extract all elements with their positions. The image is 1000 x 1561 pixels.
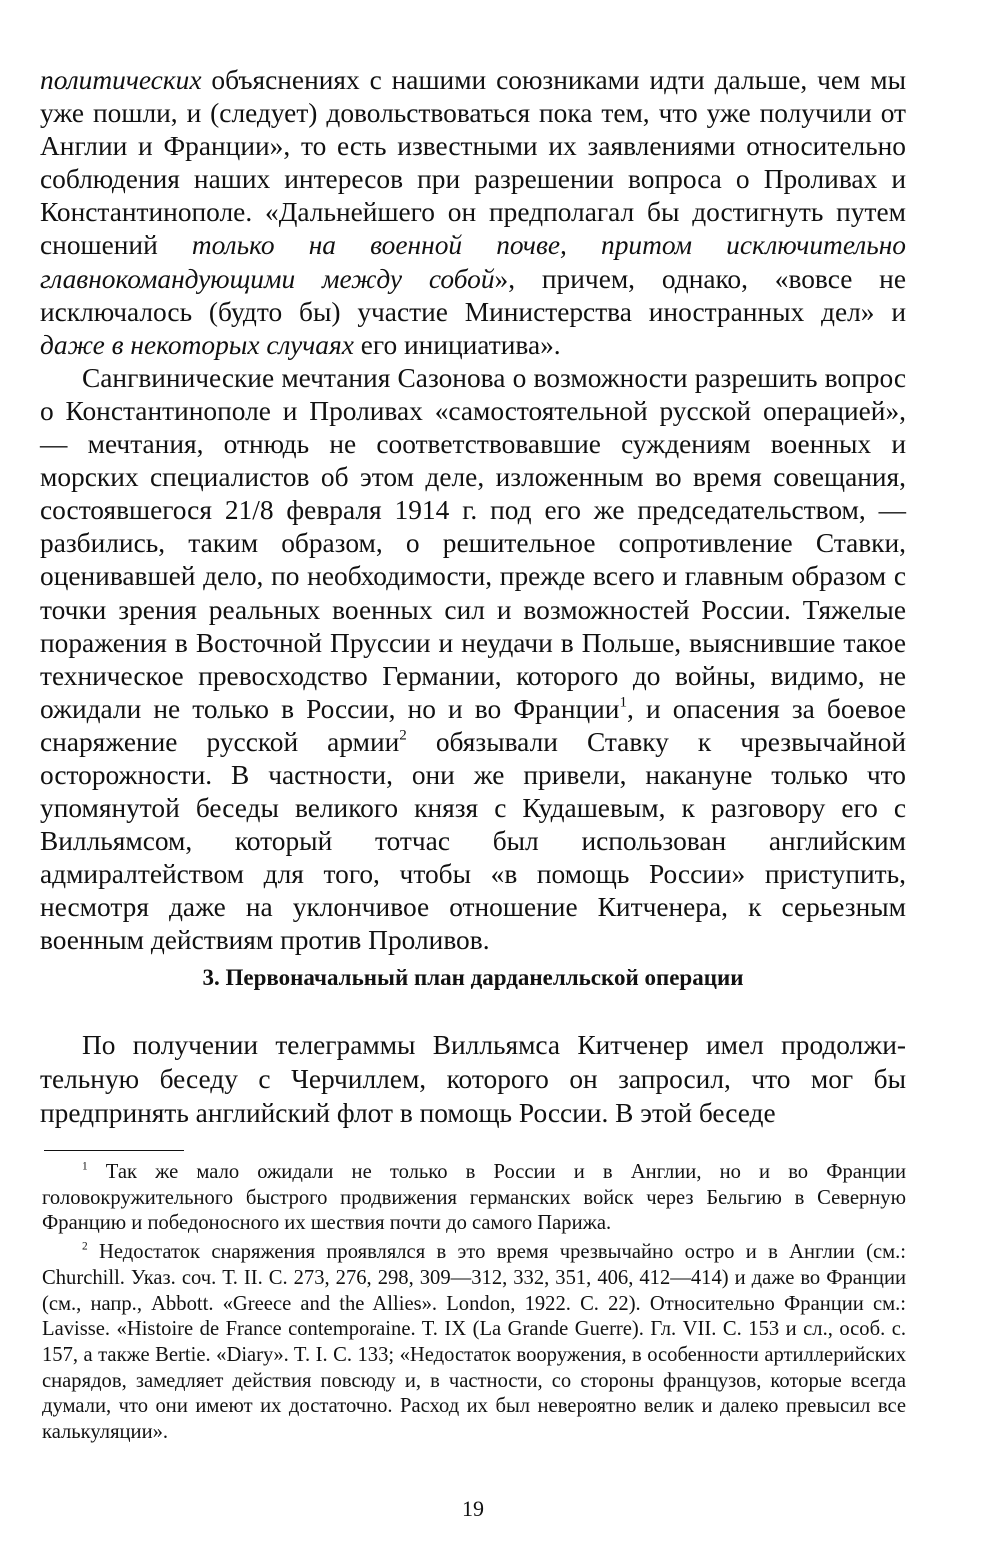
section-text — [40, 1028, 906, 1130]
footnote-2 — [42, 1240, 906, 1446]
text-segment: По получении телеграммы Вилльямса Китченер имел продолжительную беседу с Черчиллем, которого он запросил, что мог бы предпринять английский флот в помощь России. В этой беседе — [40, 1030, 906, 1128]
text-segment: даже в некоторых случаях — [40, 329, 354, 360]
footnote-ref-1: 1 — [619, 694, 627, 711]
text-segment: , и опасения за боевое снаряжение русской армии — [40, 693, 906, 757]
text-segment: Сангвинические мечтания Сазонова о возможности разрешить вопрос о Константинополе и Проливах «самостоятельной русской операцией», — мечтания, отнюдь не соответствовавшие суждениям военных и морских специалистов об этом деле, изложенным во время совещания, состоявшегося 21/8 февраля 1914 г. под его же председательством, — разбились, таким образом, о решительное сопротивление Ставки, оценивавшей дело, по необходимости, прежде всего и главным образом с точки зрения реальных военных сил и возможностей России. Тяжелые поражения в Восточной Пруссии и неудачи в Польше, выяснившие такое техническое превосходство Германии, которого до войны, видимо, не ожидали не только в России, но и во Франции — [40, 362, 906, 724]
paragraph-sazonov — [40, 362, 906, 958]
text-segment: только на военной почве, притом исключительно главнокомандующими между собой — [40, 230, 906, 294]
text-segment: », причем, однако, «вовсе не исключалось (будто бы) участие Министерства иностранных дел» и — [40, 263, 906, 327]
footnote-marker: 2 — [82, 1240, 88, 1253]
paragraph-kitchener — [40, 1028, 906, 1130]
footnote-ref-2: 2 — [399, 727, 407, 744]
text-segment: обязывали Ставку к чрезвычайной осторожности. В частности, они же привели, накануне только что упомянутой беседы великого князя с Кудашевым, к разговору его с Вилльямсом, который тотчас был использован английским адмиралтейством для того, чтобы «в помощь России» приступить, несмотря даже на уклончивое отношение Китченера, к серьезным военным действиям против Проливов. — [40, 726, 907, 956]
footnote-text: Так же мало ожидали не только в России и в Англии, но и во Франции головокружительного быстрого продвижения германских войск через Бельгию в Северную Францию и победоносного их шествия почти до самого Парижа. — [42, 1161, 906, 1235]
text-segment: его инициатива». — [353, 329, 561, 360]
section-heading: 3. Первоначальный план дарданелльской операции — [202, 965, 744, 990]
page-number: 19 — [462, 1496, 484, 1521]
footnote-1 — [42, 1160, 906, 1237]
footnote-marker: 1 — [82, 1160, 88, 1173]
main-text — [40, 64, 906, 958]
text-segment: объяснениях с нашими союзниками идти дальше, чем мы уже пошли, и (следует) довольствоваться пока тем, что уже получили от Англии и Франции», то есть известными их заявлениями относительно соблюдения наших интересов при разрешении вопроса о Проливах и Константинополе. «Дальнейшего он предполагал бы достигнуть путем сношений — [40, 65, 906, 261]
footnotes — [42, 1160, 906, 1446]
text-segment: политических — [40, 65, 202, 95]
footnote-divider — [44, 1150, 184, 1151]
paragraph-continued — [40, 64, 906, 362]
footnote-text: Недостаток снаряжения проявлялся в это время чрезвычайно остро и в Англии (см.: Churchill. Указ. соч. Т. II. С. 273, 276, 298, 309—312, 332, 351, 406, 412—414) и даже во Франции (см., напр., Abbott. «Greece and the Allies». London, 1922. С. 22). Относительно Франции см.: Lavisse. «Histoire de France contemporaine. T. IX (La Grande Guerre). Гл. VII. С. 153 и сл., особ. с. 157, а также Bertie. «Diary». T. I. С. 133; «Недостаток вооружения, в особенности артиллерийских снарядов, замедляет действия повсюду и, в частности, со стороны французов, которые всегда думали, что они имеют их достаточно. Расход их был невероятно велик и далеко превысил все калькуляции». — [42, 1241, 906, 1444]
